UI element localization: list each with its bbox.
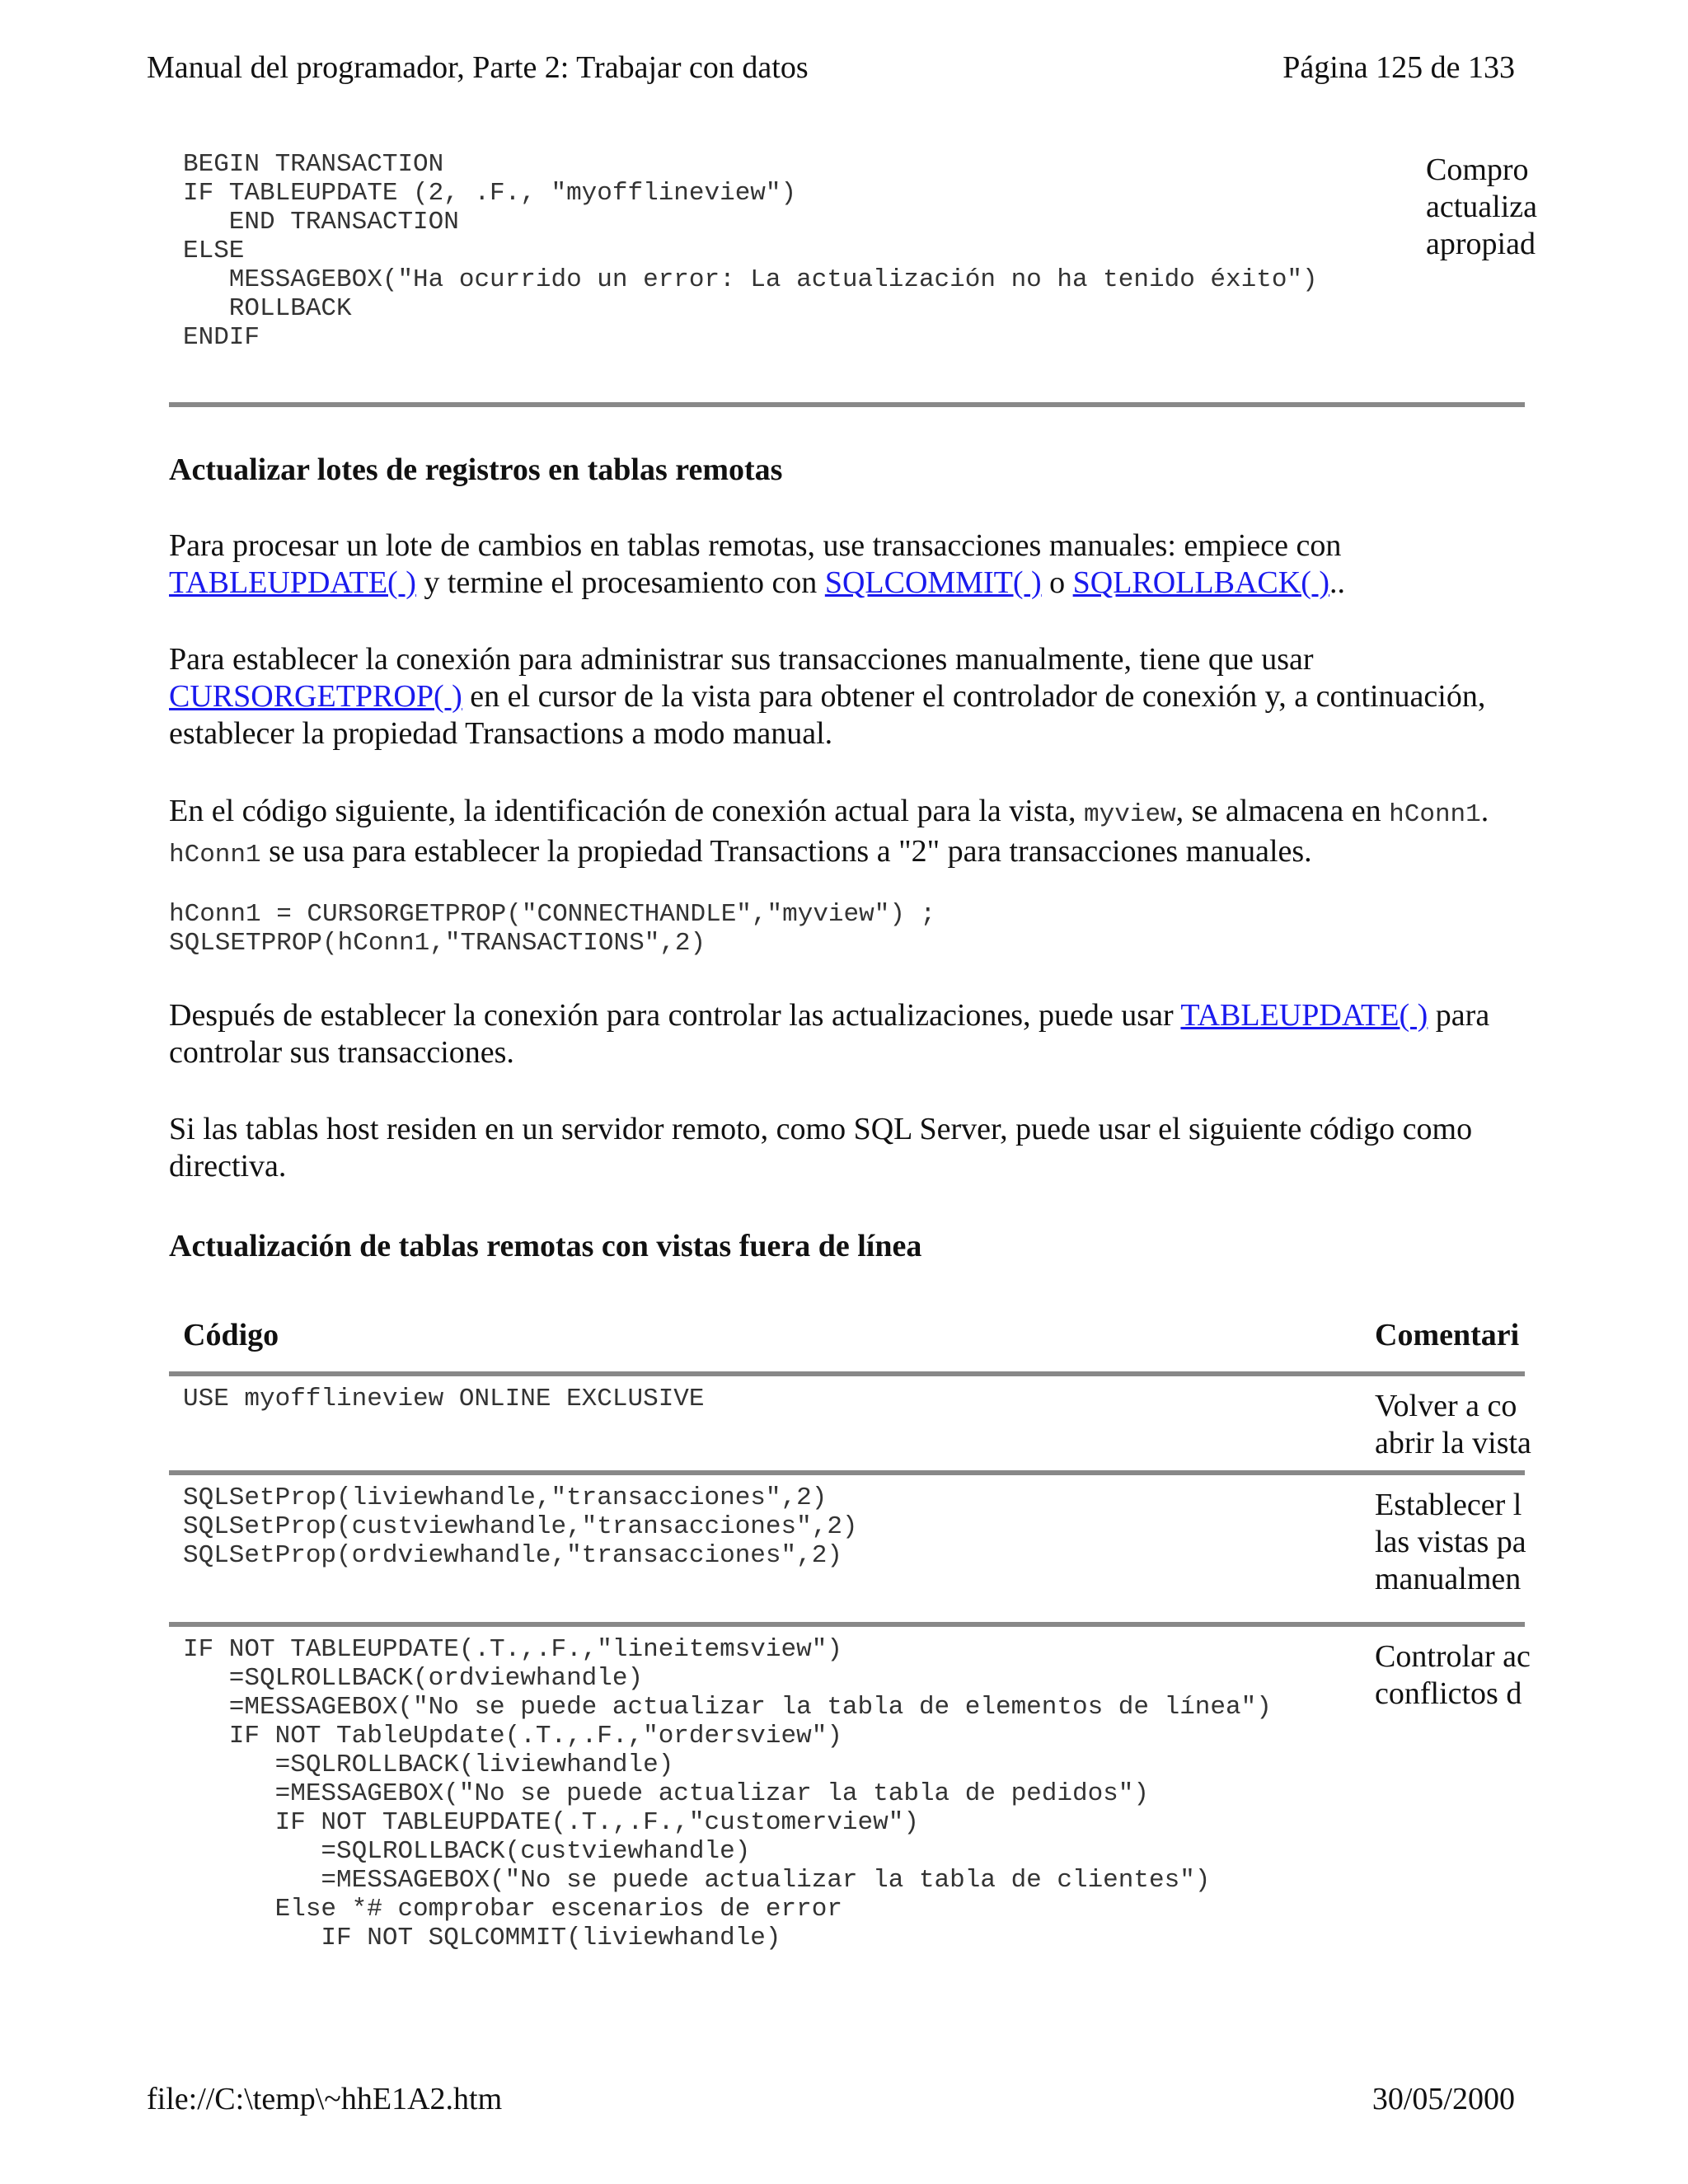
table-row-3-code-cell [183,1635,1370,1965]
page-footer-path: file://C:\temp\~hhE1A2.htm [147,2082,503,2116]
paragraph-connection-setup: Para establecer la conexión para administrar sus transacciones manualmente, tiene que usar CURSORGETPROP( ) en el cursor de la vista para obtener el controlador de conexión y, a continuación, establecer la propiedad Transactions a modo manual. [169,642,1486,751]
link-sqlrollback[interactable]: SQLROLLBACK( ) [1072,565,1330,600]
page-footer-date: 30/05/2000 [1372,2082,1515,2116]
table-row-2-comment-line-1: Establecer l [1375,1488,1522,1522]
link-cursorgetprop[interactable]: CURSORGETPROP( ) [169,679,462,714]
section-heading-offline-views: Actualización de tablas remotas con vistas fuera de línea [169,1229,922,1263]
table-row-1-comment-line-1: Volver a co [1375,1389,1517,1423]
top-comment-line-1: Compro [1426,152,1529,187]
inline-code-hconn1: hConn1 [1389,800,1481,829]
page-header-title: Manual del programador, Parte 2: Trabajar con datos [147,50,809,85]
table-row-3-comment-line-2: conflictos d [1375,1676,1522,1711]
table-header-comment: Comentari [1375,1318,1520,1352]
page-header-page-number: Página 125 de 133 [1282,50,1515,85]
link-sqlcommit[interactable]: SQLCOMMIT( ) [824,565,1042,600]
connection-code-cell [169,900,1525,966]
paragraph-tableupdate-control: Después de establecer la conexión para controlar las actualizaciones, puede usar TABLEUPDATE( ) para controlar sus transacciones. [169,998,1490,1070]
table-header-code: Código [183,1318,279,1352]
section-heading-batch-updates: Actualizar lotes de registros en tablas remotas [169,452,783,487]
table-row-divider-2 [169,1470,1525,1475]
top-code-cell [183,150,1411,364]
section-divider [169,402,1525,407]
table-row-3-comment-cell [1375,1638,1531,1721]
table-row-1-code-cell [183,1385,1362,1467]
top-comment-line-3: apropiad [1426,227,1536,261]
paragraph-connection-handle: En el código siguiente, la identificación de conexión actual para la vista, myview, se almacena en hConn1. hConn1 se usa para establecer la propiedad Transactions a "2" para transacciones manuales. [169,794,1489,869]
table-row-2-code: SQLSetProp(liviewhandle,"transacciones",2) SQLSetProp(custviewhandle,"transacciones",2) SQLSetProp(ordviewhandle,"transacciones",2) [183,1483,858,1570]
inline-code-myview: myview [1084,800,1176,829]
table-row-1-comment-line-2: abrir la vista [1375,1426,1531,1460]
paragraph-sql-server: Si las tablas host residen en un servidor remoto, como SQL Server, puede usar el siguiente código como directiva. [169,1112,1473,1183]
top-code-block: BEGIN TRANSACTION IF TABLEUPDATE (2, .F., "myofflineview") END TRANSACTION ELSE MESSAGEBOX("Ha ocurrido un error: La actualización no ha tenido éxito") ROLLBACK ENDIF [183,150,1318,352]
link-tableupdate[interactable]: TABLEUPDATE( ) [169,565,416,600]
table-row-3-code: IF NOT TABLEUPDATE(.T.,.F.,"lineitemsview") =SQLROLLBACK(ordviewhandle) =MESSAGEBOX("No se puede actualizar la tabla de elementos de línea") IF NOT TableUpdate(.T.,.F.,"ordersview") =SQLROLLBACK(liviewhandle) =MESSAGEBOX("No se puede actualizar la tabla de pedidos") IF NOT TABLEUPDATE(.T.,.F.,"customerview") =SQLROLLBACK(custviewhandle) =MESSAGEBOX("No se puede actualizar la tabla de clientes") Else *# comprobar escenarios de error IF NOT SQLCOMMIT(liviewhandle) [183,1635,1272,1952]
top-comment-cell [1426,152,1538,275]
table-row-2-code-cell [183,1483,1362,1582]
table-row-2-comment-line-3: manualmen [1375,1562,1522,1596]
connection-code-block: hConn1 = CURSORGETPROP("CONNECTHANDLE","myview") ; SQLSETPROP(hConn1,"TRANSACTIONS",2) [169,900,936,958]
table-header-comment-cell [1375,1317,1525,1358]
link-tableupdate-2[interactable]: TABLEUPDATE( ) [1180,998,1428,1033]
table-row-3-comment-line-1: Controlar ac [1375,1639,1531,1674]
table-row-1-code: USE myofflineview ONLINE EXCLUSIVE [183,1385,705,1413]
inline-code-hconn1-2: hConn1 [169,841,261,869]
paragraph-batch-intro: Para procesar un lote de cambios en tablas remotas, use transacciones manuales: empiece con TABLEUPDATE( ) y termine el procesamiento con SQLCOMMIT( ) o SQLROLLBACK( ).. [169,528,1346,600]
table-row-2-comment-line-2: las vistas pa [1375,1525,1526,1559]
table-row-divider-3 [169,1622,1525,1627]
top-comment-line-2: actualiza [1426,190,1538,224]
table-row-2-comment-cell [1375,1487,1525,1602]
table-row-divider-1 [169,1371,1525,1376]
table-row-1-comment-cell [1375,1388,1531,1470]
